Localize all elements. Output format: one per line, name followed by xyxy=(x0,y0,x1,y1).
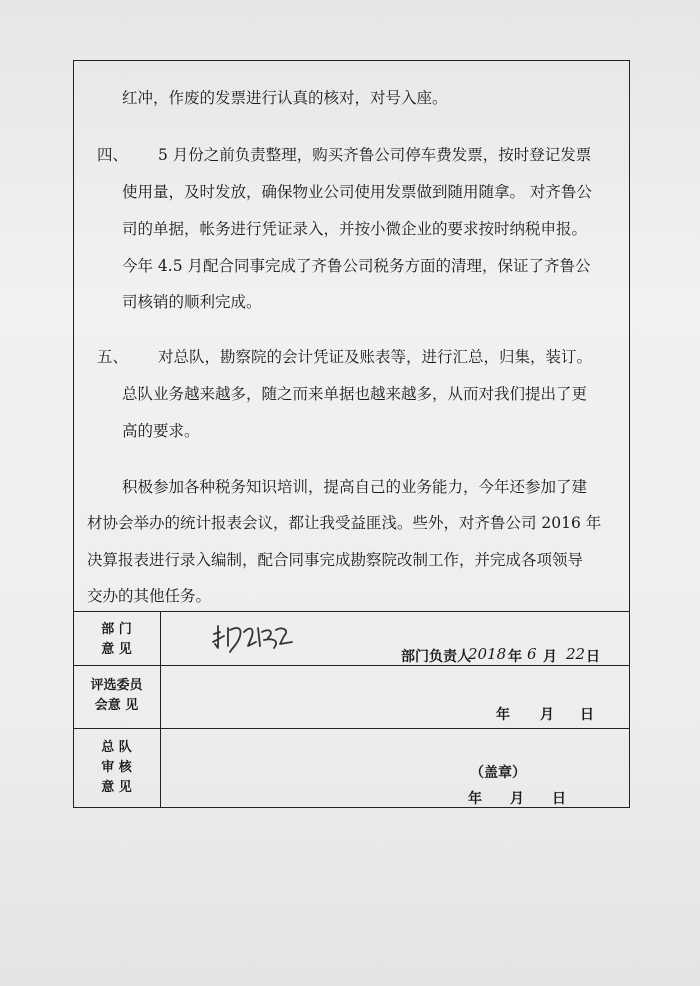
month-label: 月 xyxy=(543,649,557,665)
committee-label-line2: 会意 见 xyxy=(94,698,139,713)
text-line: 司的单据，帐务进行凭证录入，并按小微企业的要求按时纳税申报。 xyxy=(122,220,588,238)
year-label: 年 xyxy=(468,791,482,807)
text-line: 使用量，及时发放，确保物业公司使用发票做到随用随拿。 对齐鲁公 xyxy=(122,183,592,201)
text-line: 材协会举办的统计报表会议，都让我受益匪浅。些外，对齐鲁公司 2016 年 xyxy=(87,514,602,532)
label-column-divider xyxy=(160,611,161,808)
year-label: 年 xyxy=(508,649,522,665)
handwritten-signature xyxy=(210,622,300,656)
table-top-divider xyxy=(73,611,630,612)
text-line: 5 月份之前负责整理，购买齐鲁公司停车费发票，按时登记发票 xyxy=(158,146,592,164)
dept-label-line2: 意 见 xyxy=(101,642,132,657)
committee-label-line1: 评选委员 xyxy=(90,678,143,693)
text-line: 高的要求。 xyxy=(122,422,200,440)
text-line: 今年 4.5 月配合同事完成了齐鲁公司税务方面的清理，保证了齐鲁公 xyxy=(122,257,591,275)
text-line: 决算报表进行录入编制，配合同事完成勘察院改制工作，并完成各项领导 xyxy=(87,551,584,569)
hq-label-line3: 意 见 xyxy=(101,780,132,795)
month-label: 月 xyxy=(510,791,524,807)
section-number-five: 五、 xyxy=(97,348,129,366)
section-number-four: 四、 xyxy=(97,146,129,164)
text-line: 总队业务越来越多，随之而来单据也越来越多，从而对我们提出了更 xyxy=(122,385,588,403)
dept-label-line1: 部 门 xyxy=(101,622,132,637)
text-line: 对总队，勘察院的会计凭证及账表等，进行汇总，归集，装订。 xyxy=(158,348,593,366)
dept-head-label: 部门负责人 xyxy=(401,649,471,665)
handwritten-day: 22 xyxy=(566,645,586,663)
text-line: 交办的其他任务。 xyxy=(87,587,212,605)
handwritten-year: 2018 xyxy=(468,645,507,663)
handwritten-month: 6 xyxy=(527,645,537,663)
text-line: 司核销的顺利完成。 xyxy=(122,293,262,311)
seal-label: （盖章） xyxy=(470,765,526,781)
row2-divider xyxy=(73,728,630,729)
text-line: 积极参加各种税务知识培训，提高自己的业务能力，今年还参加了建 xyxy=(122,478,588,496)
text-line: 红冲，作废的发票进行认真的核对，对号入座。 xyxy=(122,89,448,107)
hq-label-line1: 总 队 xyxy=(101,740,132,755)
year-label: 年 xyxy=(496,707,510,723)
day-label: 日 xyxy=(580,707,594,723)
day-label: 日 xyxy=(552,791,566,807)
month-label: 月 xyxy=(540,707,554,723)
hq-label-line2: 审 核 xyxy=(101,760,132,775)
day-label: 日 xyxy=(586,649,600,665)
